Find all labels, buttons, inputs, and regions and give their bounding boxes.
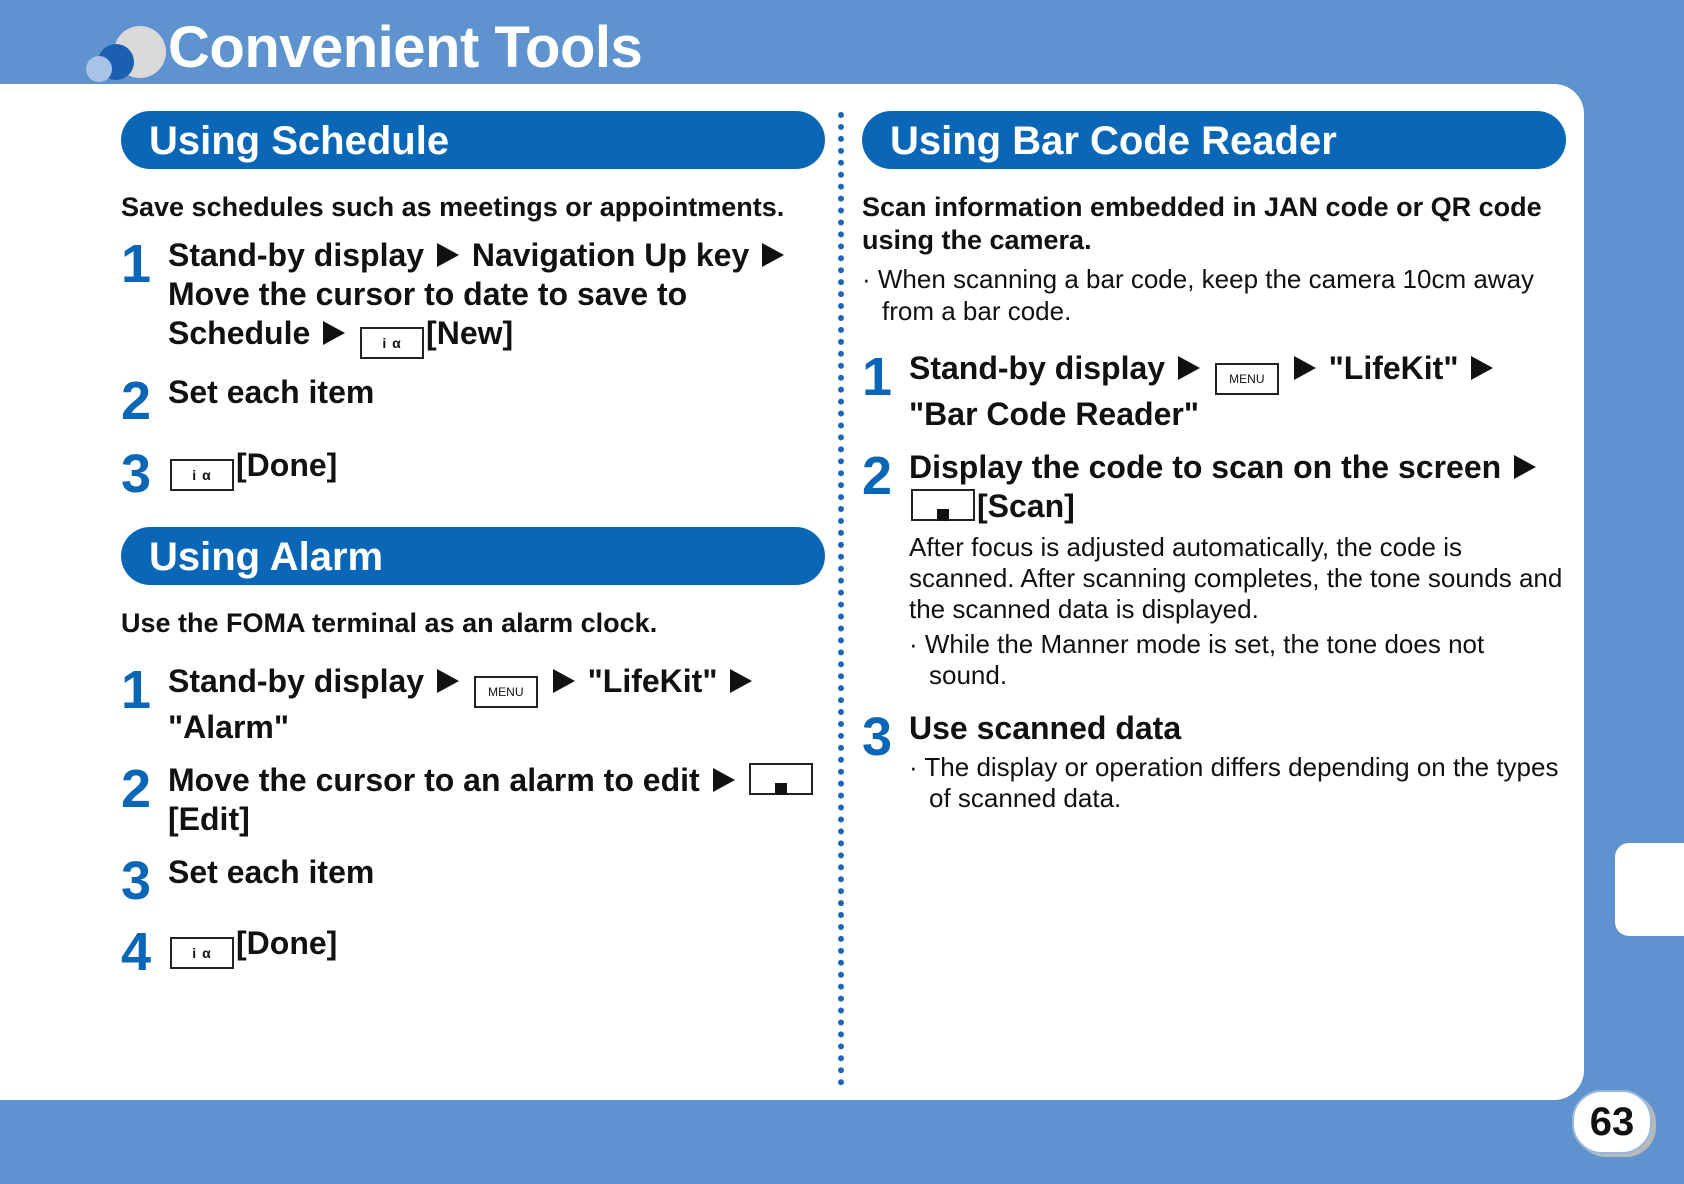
step-number: 2 [862,446,893,506]
step-number: 3 [862,707,893,767]
step-text: Set each item [168,854,375,890]
side-tab [1615,843,1684,936]
step-number: 1 [121,660,152,720]
arrow-right-icon [553,669,575,693]
section-header: Using Schedule [121,111,825,169]
arrow-right-icon [730,669,752,693]
step-text: Move the cursor to date to save to Schedule [168,276,688,351]
section-intro: Save schedules such as meetings or appointments. [121,192,785,222]
step-text: "Alarm" [168,709,290,745]
step-text: [Scan] [977,488,1075,524]
section-alarm [121,527,825,982]
section-intro: Use the FOMA terminal as an alarm clock. [121,608,658,638]
i-mode-key-icon: i α [360,327,424,359]
section-header: Using Alarm [121,527,825,585]
column-divider [838,112,844,1086]
step-text: Use scanned data [909,710,1182,746]
section-schedule [121,111,825,504]
step-number: 1 [862,347,893,407]
step-3 [862,709,1566,814]
page-title: Convenient Tools [168,15,643,80]
step-text: [Done] [236,447,338,483]
i-mode-key-icon: i α [170,459,234,491]
arrow-right-icon [437,243,459,267]
step-number: 4 [121,922,152,982]
step-2 [121,761,825,839]
step-text: Navigation Up key [471,237,750,273]
step-1 [862,349,1566,434]
step-text: Stand-by display [909,350,1166,386]
arrow-right-icon [762,243,784,267]
step-2 [862,448,1566,691]
step-1 [121,662,825,747]
step-text: [New] [426,315,514,351]
center-key-icon [749,763,813,795]
page-number: 63 [1572,1090,1652,1154]
step-text: [Done] [236,925,338,961]
section-note: · When scanning a bar code, keep the camera 10cm away from a bar code. [862,264,1535,326]
step-text: Stand-by display [168,663,425,699]
arrow-right-icon [323,321,345,345]
step-2 [121,371,825,431]
step-number: 3 [121,444,152,504]
arrow-right-icon [1178,356,1200,380]
center-key-icon [911,489,975,521]
step-3 [121,851,825,911]
section-header: Using Bar Code Reader [862,111,1566,169]
step-text: "LifeKit" [587,663,718,699]
menu-key-icon: MENU [474,676,538,708]
step-4 [121,922,825,982]
step-text: Move the cursor to an alarm to edit [168,762,700,798]
step-number: 2 [121,759,152,819]
step-text: [Edit] [168,801,250,837]
menu-key-icon: MENU [1215,363,1279,395]
step-note: · While the Manner mode is set, the tone does not sound. [909,629,1485,690]
arrow-right-icon [1294,356,1316,380]
step-number: 1 [121,234,152,294]
step-text: "Bar Code Reader" [909,396,1199,432]
section-intro: Scan information embedded in JAN code or QR code using the camera. [862,192,1542,255]
step-text: "LifeKit" [1328,350,1459,386]
arrow-right-icon [1471,356,1493,380]
step-text: Set each item [168,374,375,410]
step-number: 2 [121,371,152,431]
arrow-right-icon [713,768,735,792]
arrow-right-icon [437,669,459,693]
arrow-right-icon [1514,455,1536,479]
step-note: · The display or operation differs depending on the types of scanned data. [909,752,1559,813]
section-bar-code-reader [862,111,1566,814]
step-3 [121,444,825,504]
step-1 [121,236,825,359]
step-text: Stand-by display [168,237,425,273]
step-description: After focus is adjusted automatically, the code is scanned. After scanning completes, the tone sounds and the scanned data is displayed. [909,532,1563,624]
step-number: 3 [121,851,152,911]
step-text: Display the code to scan on the screen [909,449,1502,485]
i-mode-key-icon: i α [170,937,234,969]
title-bubbles-icon [84,26,168,86]
